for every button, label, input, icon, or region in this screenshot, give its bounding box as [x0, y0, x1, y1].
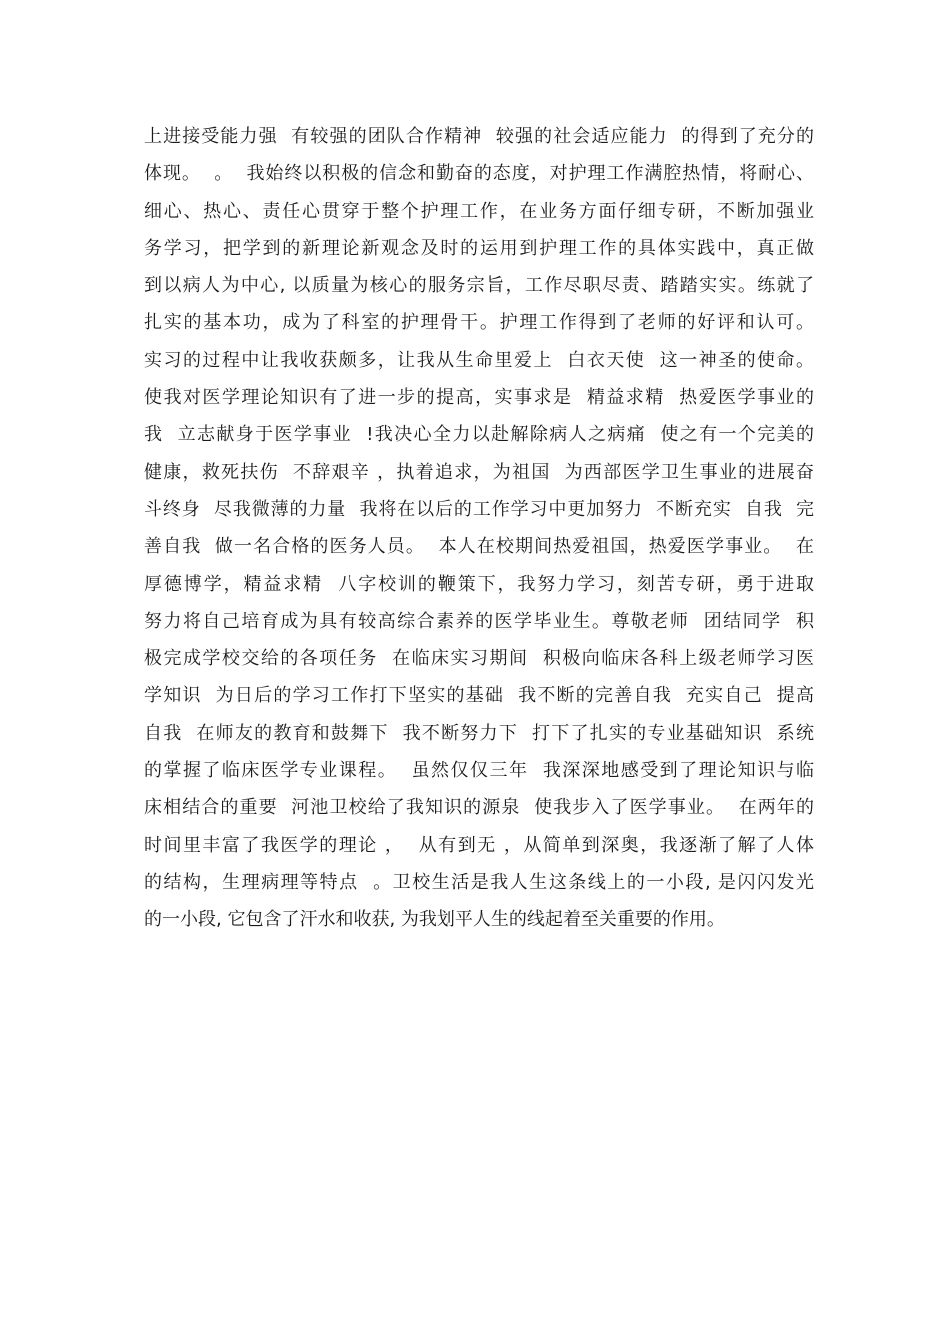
text-line: 自我 在师友的教育和鼓舞下 我不断努力下 打下了扎实的专业基础知识 系统 — [144, 722, 814, 744]
text-line: 体现。 。 我始终以积极的信念和勤奋的态度，对护理工作满腔热情，将耐心、 — [144, 163, 814, 185]
text-line: 我 立志献身于医学事业 !我决心全力以赴解除病人之病痛 使之有一个完美的 — [144, 424, 814, 446]
text-line: 极完成学校交给的各项任务 在临床实习期间 积极向临床各科上级老师学习医 — [144, 648, 814, 670]
body-text — [144, 118, 814, 939]
text-line: 善自我 做一名合格的医务人员。 本人在校期间热爱祖国，热爱医学事业。 在 — [144, 536, 814, 558]
text-line: 的一小段, 它包含了汗水和收获, 为我划平人生的线起着至关重要的作用。 — [144, 909, 725, 931]
text-line: 床相结合的重要 河池卫校给了我知识的源泉 使我步入了医学事业。 在两年的 — [144, 797, 814, 819]
text-line: 的掌握了临床医学专业课程。 虽然仅仅三年 我深深地感受到了理论知识与临 — [144, 760, 814, 782]
text-line: 的结构，生理病理等特点 。卫校生活是我人生这条线上的一小段, 是闪闪发光 — [144, 871, 814, 893]
text-line: 上进接受能力强 有较强的团队合作精神 较强的社会适应能力 的得到了充分的 — [144, 126, 814, 147]
text-line: 扎实的基本功，成为了科室的护理骨干。护理工作得到了老师的好评和认可。 — [144, 312, 814, 334]
text-line: 使我对医学理论知识有了进一步的提高，实事求是 精益求精 热爱医学事业的 — [144, 387, 814, 409]
text-line: 学知识 为日后的学习工作打下坚实的基础 我不断的完善自我 充实自己 提高 — [144, 685, 814, 707]
text-line: 务学习，把学到的新理论新观念及时的运用到护理工作的具体实践中，真正做 — [144, 237, 814, 259]
text-line: 时间里丰富了我医学的理论 ， 从有到无 ，从简单到深奥，我逐渐了解了人体 — [144, 834, 814, 856]
text-line: 厚德博学，精益求精 八字校训的鞭策下，我努力学习，刻苦专研，勇于进取 — [144, 573, 814, 595]
text-line: 到以病人为中心, 以质量为核心的服务宗旨，工作尽职尽责、踏踏实实。练就了 — [144, 275, 814, 297]
text-line: 健康，救死扶伤 不辞艰辛 ，执着追求，为祖国 为西部医学卫生事业的进展奋 — [144, 461, 814, 483]
text-line: 实习的过程中让我收获颇多，让我从生命里爱上 白衣天使 这一神圣的使命。 — [144, 349, 814, 371]
text-line: 斗终身 尽我微薄的力量 我将在以后的工作学习中更加努力 不断充实 自我 完 — [144, 498, 814, 520]
text-line: 努力将自己培育成为具有较高综合素养的医学毕业生。尊敬老师 团结同学 积 — [144, 610, 814, 632]
text-line: 细心、热心、责任心贯穿于整个护理工作，在业务方面仔细专研，不断加强业 — [144, 200, 814, 222]
